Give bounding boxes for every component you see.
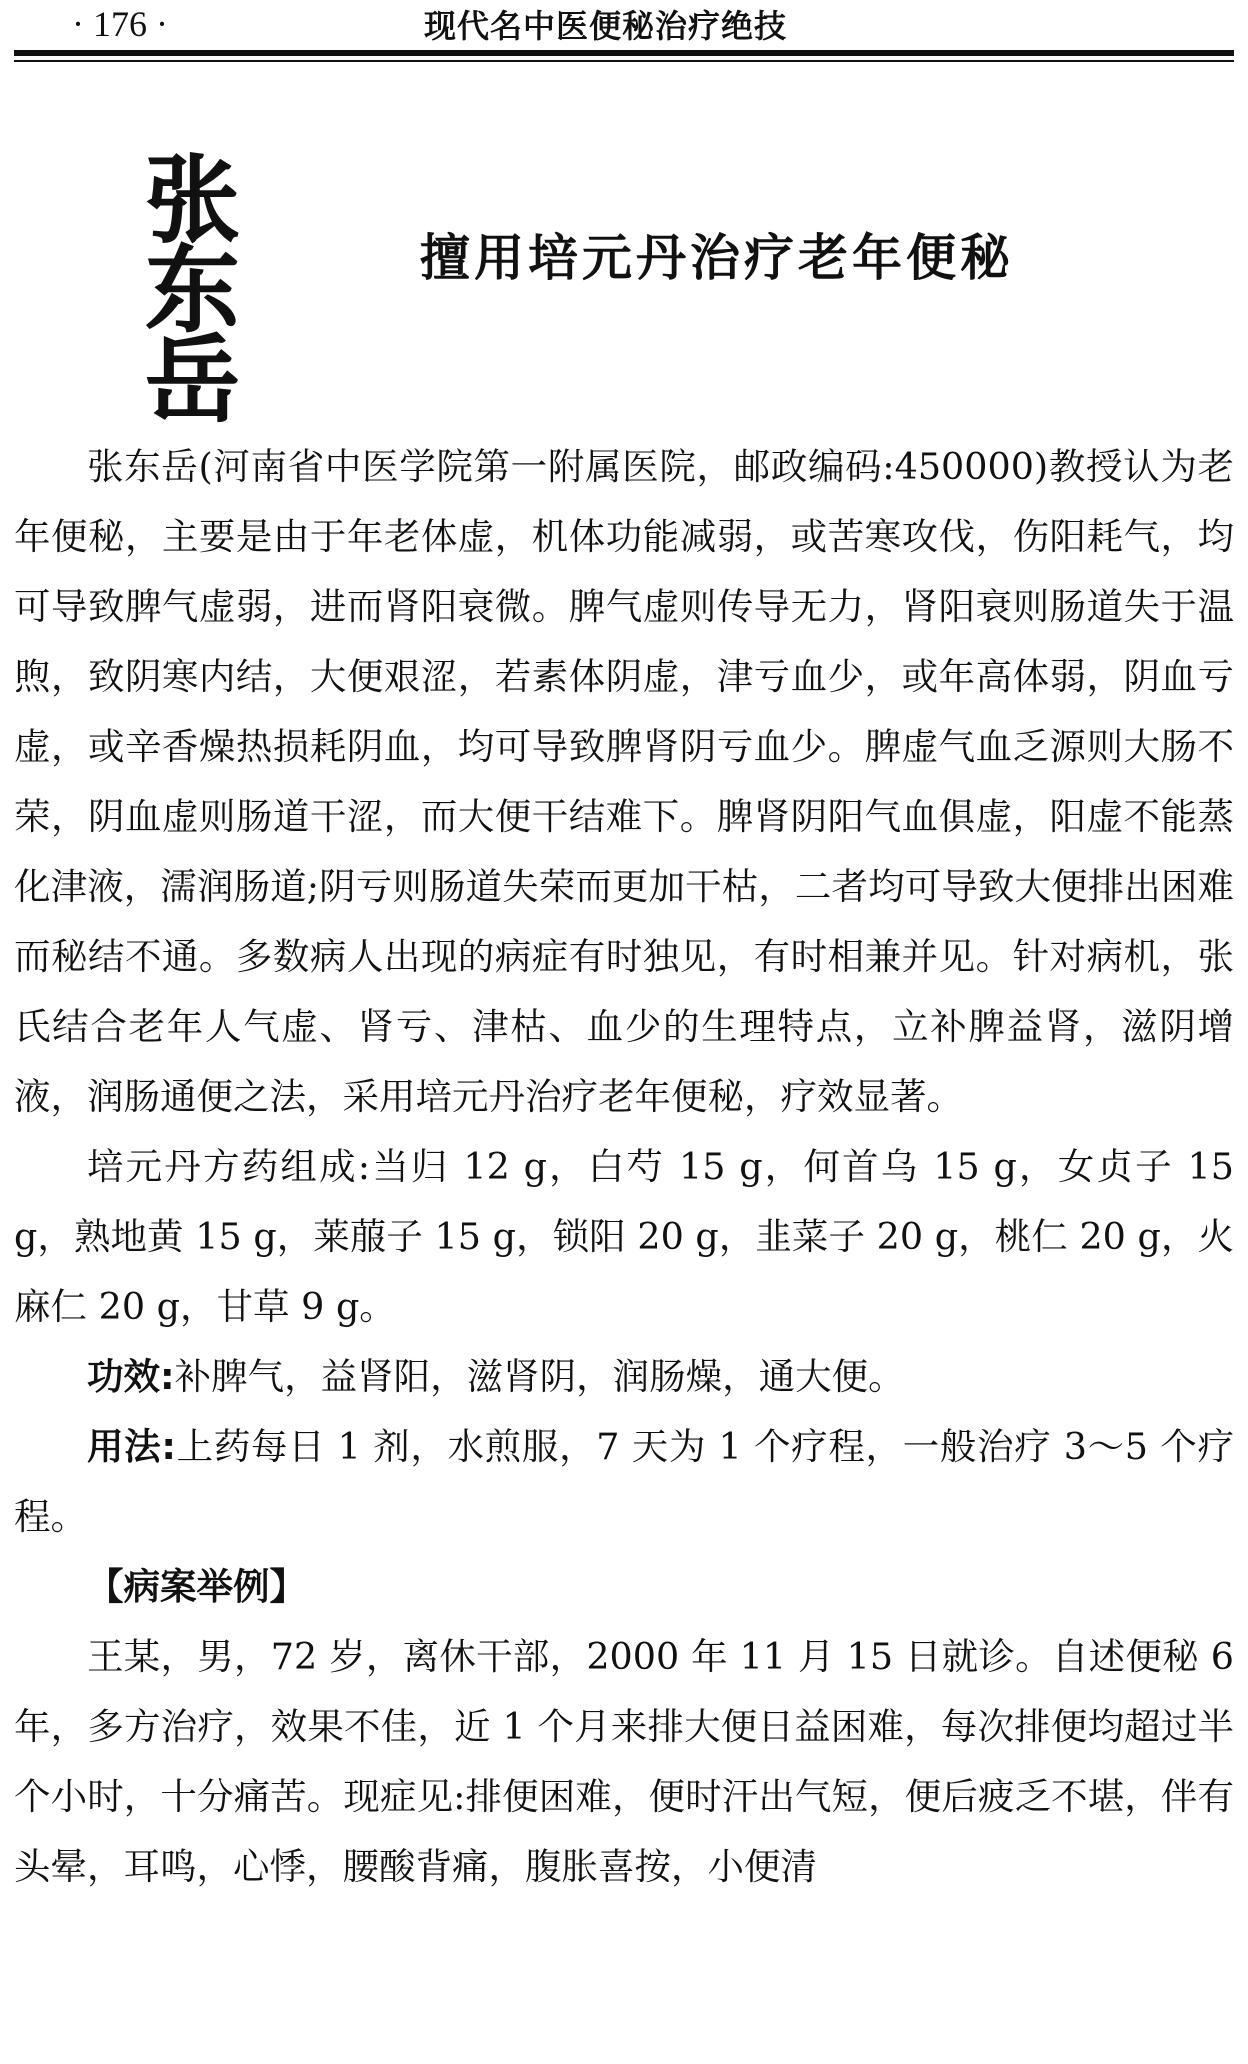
usage-text: 上药每日 1 剂，水煎服，7 天为 1 个疗程，一般治疗 3～5 个疗程。: [14, 1425, 1234, 1538]
header-rule-thin: [14, 60, 1234, 62]
usage-paragraph: [14, 1412, 1234, 1552]
intro-paragraph: 张东岳(河南省中医学院第一附属医院，邮政编码:450000)教授认为老年便秘，主要是由于年老体虚，机体功能减弱，或苦寒攻伐，伤阳耗气，均可导致脾气虚弱，进而肾阳衰微。脾气虚则传导无力，肾阳衰则肠道失于温煦，致阴寒内结，大便艰涩，若素体阴虚，津亏血少，或年高体弱，阴血亏虚，或辛香燥热损耗阴血，均可导致脾肾阴亏血少。脾虚气血乏源则大肠不荣，阴血虚则肠道干涩，而大便干结难下。脾肾阴阳气血俱虚，阳虚不能蒸化津液，濡润肠道;阴亏则肠道失荣而更加干枯，二者均可导致大便排出困难而秘结不通。多数病人出现的病症有时独见，有时相兼并见。针对病机，张氏结合老年人气虚、肾亏、津枯、血少的生理特点，立补脾益肾，滋阴增液，润肠通便之法，采用培元丹治疗老年便秘，疗效显著。: [14, 445, 1234, 1118]
page-number: · 176 ·: [72, 4, 168, 44]
running-book-title: 现代名中医便秘治疗绝技: [424, 7, 788, 45]
efficacy-text: 补脾气，益肾阳，滋肾阴，润肠燥，通大便。: [174, 1355, 905, 1398]
case-heading: 【病案举例】: [87, 1565, 306, 1608]
page-header: [14, 0, 1234, 52]
article-body: [14, 432, 1234, 1902]
header-rule-thick: [14, 50, 1234, 56]
article-title: 擅用培元丹治疗老年便秘: [420, 228, 1014, 287]
case-paragraph: 王某，男，72 岁，离休干部，2000 年 11 月 15 日就诊。自述便秘 6 年，多方治疗，效果不佳，近 1 个月来排大便日益困难，每次排便均超过半个小时，十分痛苦。现症见:排便困难，便时汗出气短，便后疲乏不堪，伴有头晕，耳鸣，心悸，腰酸背痛，腹胀喜按，小便清: [14, 1635, 1234, 1888]
author-name-vertical: 张东岳: [129, 150, 238, 420]
formula-paragraph: 培元丹方药组成:当归 12 g，白芍 15 g，何首乌 15 g，女贞子 15 g，熟地黄 15 g，莱菔子 15 g，锁阳 20 g，韭菜子 20 g，桃仁 20 g，火麻仁 20 g，甘草 9 g。: [14, 1145, 1234, 1328]
efficacy-paragraph: [14, 1342, 1234, 1412]
usage-label: 用法:: [87, 1425, 176, 1468]
efficacy-label: 功效:: [87, 1355, 175, 1398]
